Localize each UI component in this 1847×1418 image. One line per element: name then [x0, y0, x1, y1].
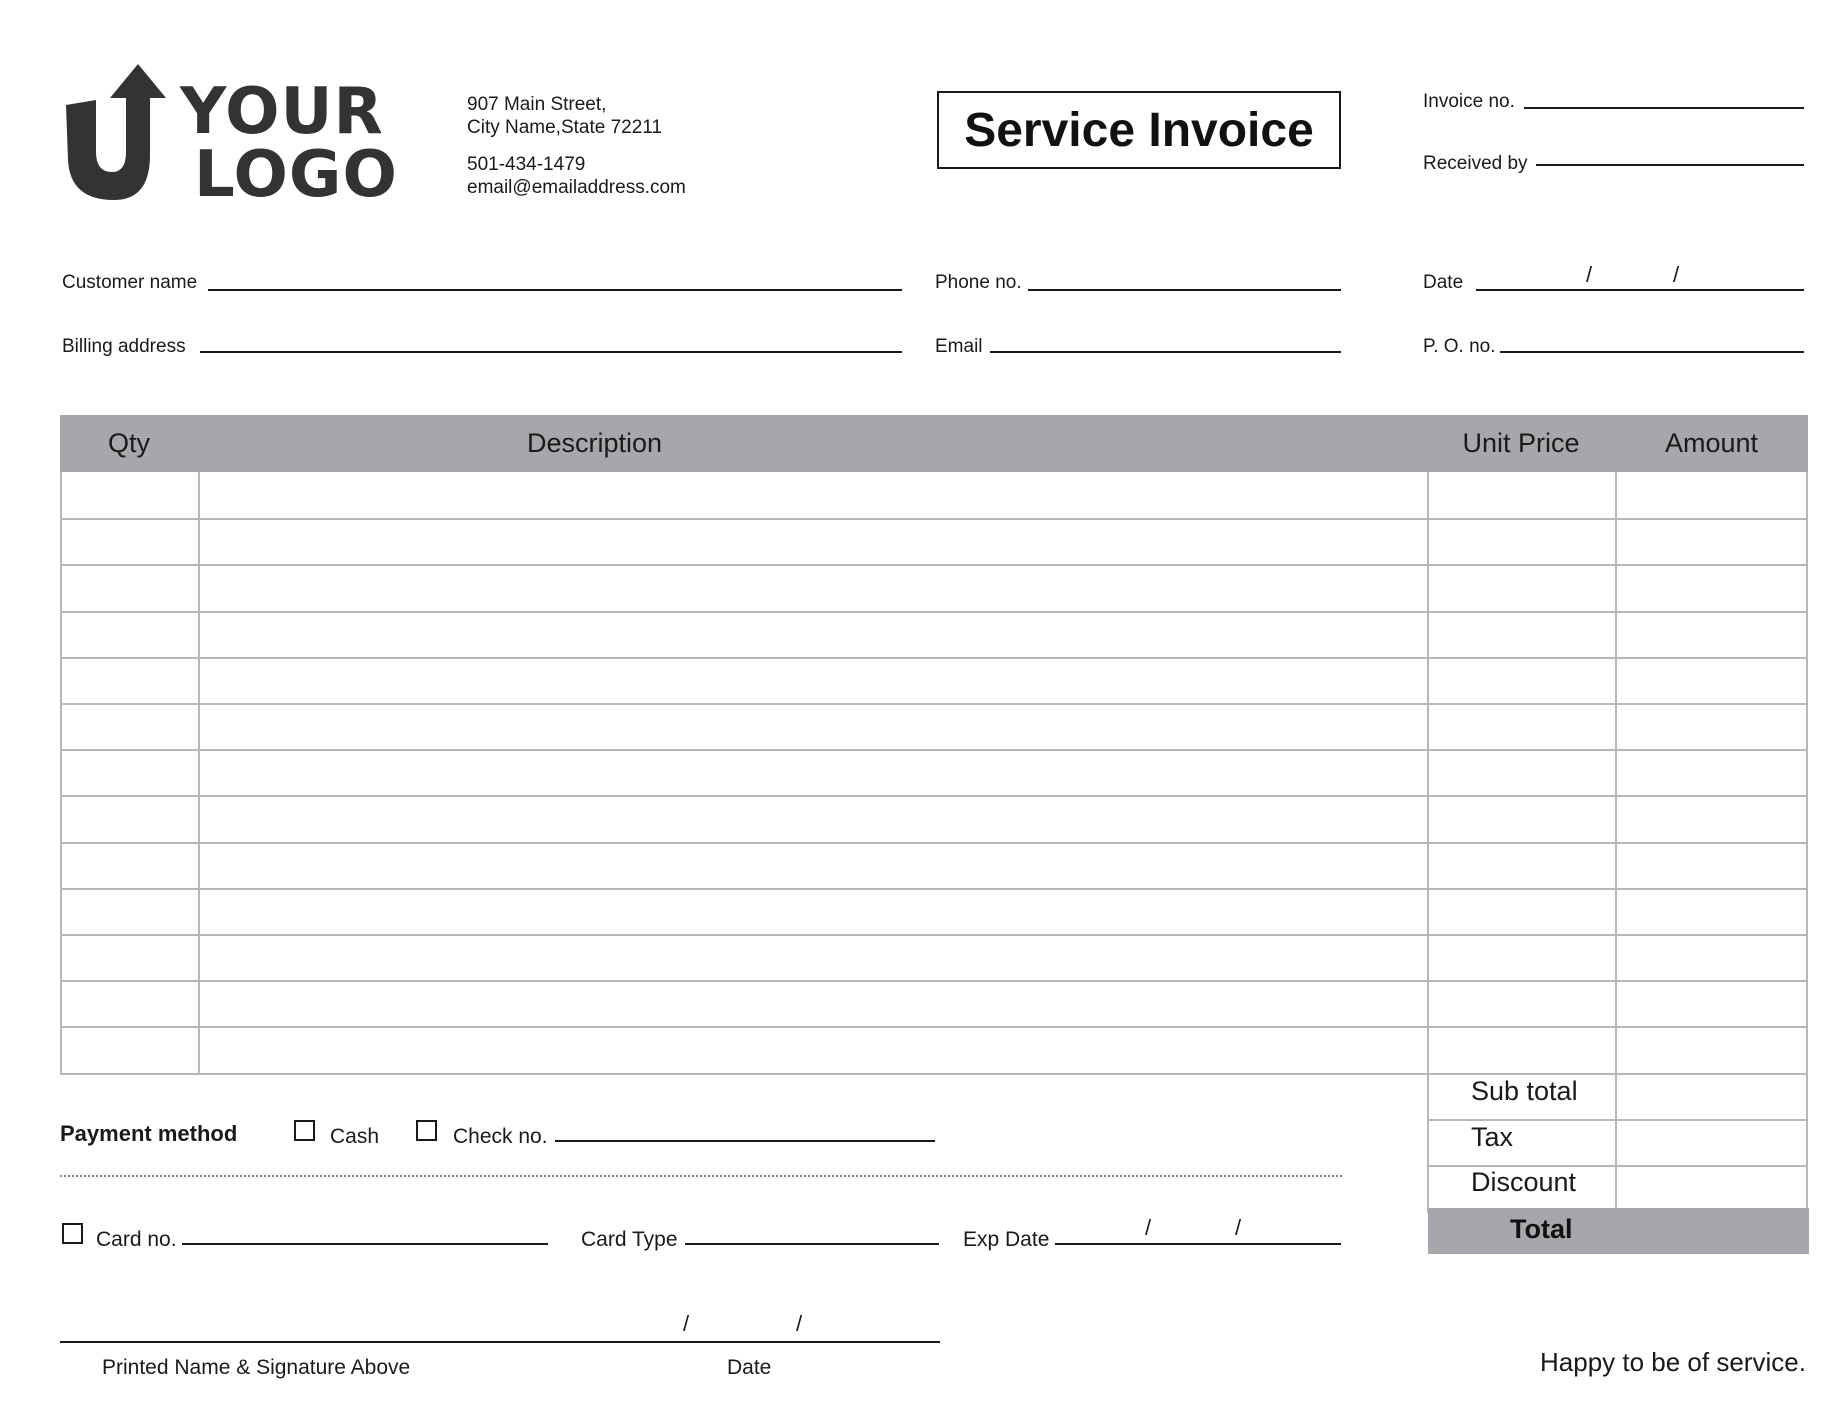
- logo-text-line1: YOUR: [180, 75, 384, 149]
- table-row[interactable]: [60, 749, 1808, 751]
- company-logo: [62, 60, 407, 212]
- table-row[interactable]: [60, 842, 1808, 844]
- received-by-field[interactable]: [1536, 164, 1804, 166]
- column-header-description-text: Description: [527, 428, 663, 458]
- customer-name-label: Customer name: [62, 272, 198, 293]
- table-row[interactable]: [60, 934, 1808, 936]
- summary-column-divider: [1806, 1073, 1808, 1212]
- signature-label: Printed Name & Signature Above: [102, 1356, 411, 1379]
- section-divider: [60, 1175, 1342, 1177]
- table-row[interactable]: [60, 564, 1808, 566]
- summary-column-divider: [1427, 1073, 1429, 1212]
- table-row[interactable]: [60, 888, 1808, 890]
- table-row[interactable]: [60, 703, 1808, 705]
- check-no-label: Check no.: [453, 1125, 548, 1148]
- check-no-field[interactable]: [555, 1140, 935, 1142]
- phone-no-field[interactable]: [1028, 289, 1341, 291]
- footer-note: Happy to be of service.: [1540, 1347, 1806, 1377]
- table-row[interactable]: [60, 1073, 1808, 1075]
- card-no-field[interactable]: [182, 1243, 548, 1245]
- table-column-divider: [60, 472, 62, 1073]
- table-column-divider: [1427, 472, 1429, 1073]
- payment-method-heading: Payment method: [60, 1121, 238, 1146]
- table-row[interactable]: [60, 611, 1808, 613]
- po-no-field[interactable]: [1500, 351, 1804, 353]
- company-city: City Name,State 72211: [467, 117, 663, 138]
- column-header-amount: Amount: [1664, 428, 1759, 458]
- signature-field[interactable]: [60, 1341, 940, 1343]
- card-type-field[interactable]: [685, 1243, 939, 1245]
- card-type-label: Card Type: [581, 1228, 678, 1251]
- date-separator: /: [1145, 1215, 1152, 1240]
- discount-label: Discount: [1471, 1167, 1577, 1197]
- company-street: 907 Main Street,: [467, 94, 607, 115]
- date-label: Date: [1423, 272, 1464, 293]
- billing-address-label: Billing address: [62, 336, 186, 357]
- date-field[interactable]: [1476, 289, 1804, 291]
- invoice-title-box: [937, 91, 1341, 169]
- date-separator: /: [1586, 262, 1593, 287]
- cash-checkbox[interactable]: [294, 1120, 315, 1141]
- logo-arrow-icon: [62, 60, 182, 205]
- table-row[interactable]: [60, 1026, 1808, 1028]
- column-header-qty: Qty: [107, 428, 150, 458]
- exp-date-field[interactable]: [1055, 1243, 1341, 1245]
- invoice-no-label: Invoice no.: [1423, 91, 1515, 112]
- summary-row[interactable]: [1427, 1119, 1808, 1121]
- logo-text-line2: LOGO: [194, 138, 398, 212]
- table-column-divider: [1615, 472, 1617, 1073]
- invoice-no-field[interactable]: [1524, 107, 1804, 109]
- card-no-label: Card no.: [96, 1228, 177, 1251]
- signature-date-label: Date: [727, 1356, 772, 1379]
- summary-column-divider: [1615, 1073, 1617, 1212]
- table-row[interactable]: [60, 657, 1808, 659]
- total-label: Total: [1510, 1214, 1573, 1244]
- card-checkbox[interactable]: [62, 1223, 83, 1244]
- page-title: Service Invoice: [964, 103, 1314, 157]
- email-label: Email: [935, 336, 983, 357]
- table-header: [60, 415, 1808, 472]
- date-separator: /: [683, 1311, 690, 1336]
- received-by-label: Received by: [1423, 153, 1528, 174]
- phone-no-label: Phone no.: [935, 272, 1022, 293]
- po-no-label: P. O. no.: [1423, 336, 1496, 357]
- date-separator: /: [1235, 1215, 1242, 1240]
- table-column-divider: [198, 472, 200, 1073]
- date-separator: /: [796, 1311, 803, 1336]
- cash-label: Cash: [330, 1125, 380, 1148]
- table-column-divider: [1806, 472, 1808, 1073]
- company-email: email@emailaddress.com: [467, 177, 686, 198]
- email-field[interactable]: [990, 351, 1341, 353]
- company-phone: 501-434-1479: [467, 154, 586, 175]
- table-row[interactable]: [60, 980, 1808, 982]
- billing-address-field[interactable]: [200, 351, 902, 353]
- exp-date-label: Exp Date: [963, 1228, 1050, 1251]
- table-row[interactable]: [60, 795, 1808, 797]
- sub-total-label: Sub total: [1471, 1076, 1578, 1106]
- tax-label: Tax: [1471, 1122, 1514, 1152]
- table-row[interactable]: [60, 518, 1808, 520]
- date-separator: /: [1673, 262, 1680, 287]
- column-header-description: [198, 415, 1427, 472]
- total-row: [1428, 1208, 1809, 1254]
- column-header-unit-price: Unit Price: [1462, 428, 1580, 458]
- check-checkbox[interactable]: [416, 1120, 437, 1141]
- customer-name-field[interactable]: [208, 289, 902, 291]
